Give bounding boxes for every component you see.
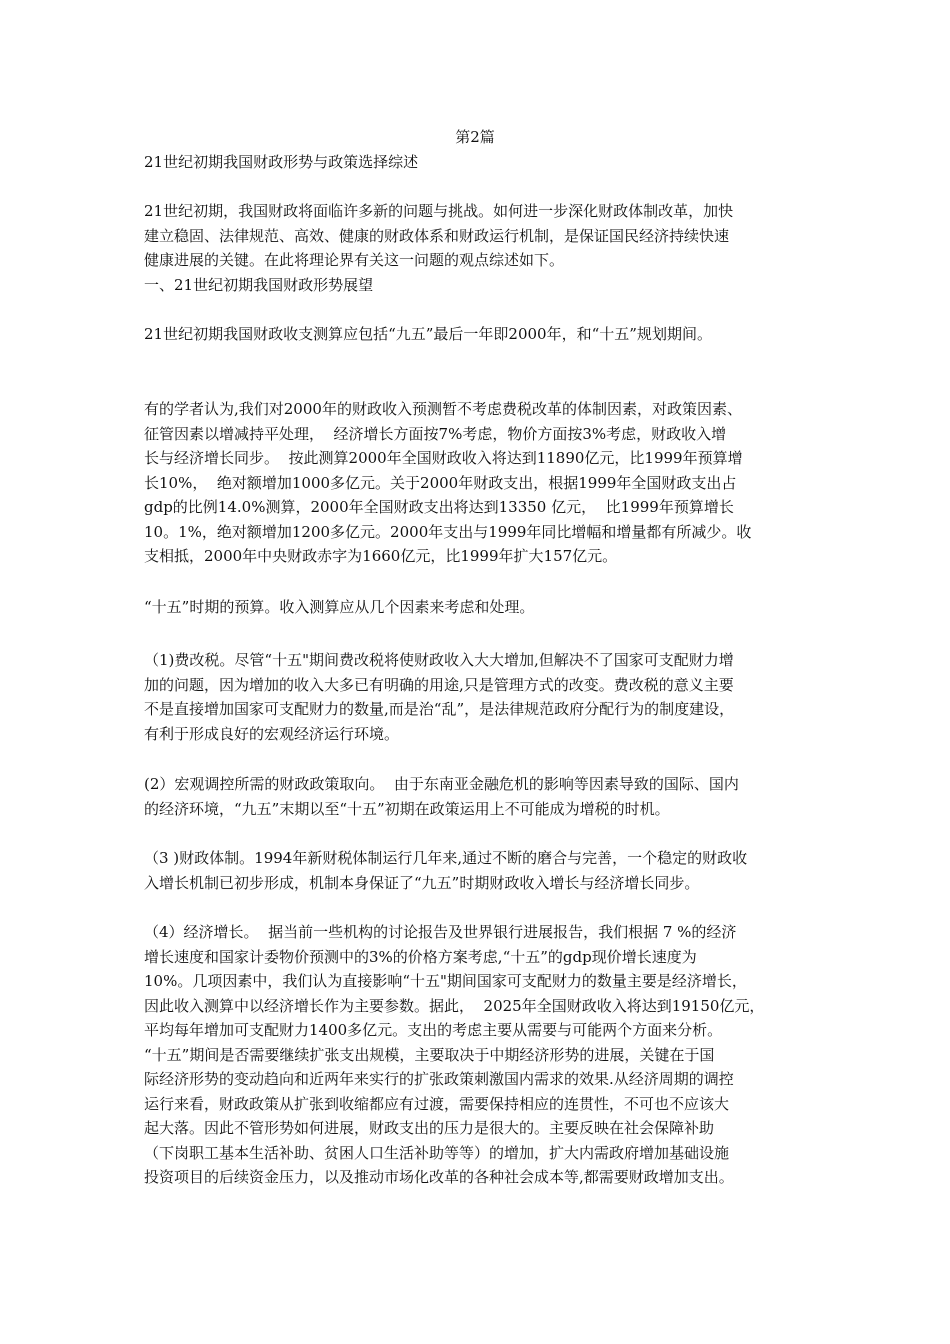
page-heading: 第2篇 bbox=[455, 128, 495, 146]
forecast-2000-paragraph: 有的学者认为,我们对2000年的财政收入预测暂不考虑费税改革的体制因素，对政策因素、 征管因素以增减持平处理， 经济增长方面按7%考虑，物价方面按3%考虑，财政收入增 长与经济增长同步。 按此测算2000年全国财政收入将达到11890亿元，比1999年预算增 长10%， 绝对额增加1000多亿元。关于2000年财政支出，根据1999年全国财政支出占 gdp的比例14.0%测算，2000年全国财政支出将达到13350 亿元， 比1999年预算增长 10。1%，绝对额增加1200多亿元。2000年支出与1999年同比增幅和增量都有所减少。收 支相抵，2000年中央财政赤字为1660亿元，比1999年扩大157亿元。 bbox=[144, 400, 752, 565]
section-heading: 一、21世纪初期我国财政形势展望 bbox=[144, 276, 374, 294]
document-title: 21世纪初期我国财政形势与政策选择综述 bbox=[144, 153, 419, 171]
factor-2-paragraph: (2）宏观调控所需的财政政策取向。 由于东南亚金融危机的影响等因素导致的国际、国内 的经济环境，“九五”末期以至“十五”初期在政策运用上不可能成为增税的时机。 bbox=[144, 775, 739, 818]
factor-3-paragraph: （3 )财政体制。1994年新财税体制运行几年来,通过不断的磨合与完善，一个稳定的财政收 入增长机制已初步形成，机制本身保证了“九五”时期财政收入增长与经济增长同步。 bbox=[144, 849, 748, 892]
factor-1-paragraph: （1)费改税。尽管“十五"期间费改税将使财政收入大大增加,但解决不了国家可支配财力增 加的问题，因为增加的收入大多已有明确的用途,只是管理方式的改变。费改税的意义主要 不是直接增加国家可支配财力的数量,而是治“乱”，是法律规范政府分配行为的制度建设， 有利于形成良好的宏观经济运行环境。 bbox=[144, 651, 735, 743]
budget-intro-paragraph: “十五”时期的预算。收入测算应从几个因素来考虑和处理。 bbox=[144, 598, 535, 616]
scope-paragraph: 21世纪初期我国财政收支测算应包括“九五”最后一年即2000年，和“十五”规划期间。 bbox=[144, 325, 712, 343]
intro-paragraph: 21世纪初期，我国财政将面临许多新的问题与挑战。如何进一步深化财政体制改革，加快 建立稳固、法律规范、高效、健康的财政体系和财政运行机制，是保证国民经济持续快速 健康进展的关键。在此将理论界有关这一问题的观点综述如下。 bbox=[144, 202, 734, 269]
factor-4-paragraph: （4）经济增长。 据当前一些机构的讨论报告及世界银行进展报告，我们根据 7 %的经济 增长速度和国家计委物价预测中的3%的价格方案考虑,“十五”的gdp现价增长速度为 10%。几项因素中，我们认为直接影响“十五"期间国家可支配财力的数量主要是经济增长， 因此收入测算中以经济增长作为主要参数。据此， 2025年全国财政收入将达到19150亿元， 平均每年增加可支配财力1400多亿元。支出的考虑主要从需要与可能两个方面来分析。 “十五”期间是否需要继续扩张支出规模，主要取决于中期经济形势的进展，关键在于国 际经济形势的变动趋向和近两年来实行的扩张政策刺激国内需求的效果.从经济周期的调控 运行来看，财政政策从扩张到收缩都应有过渡，需要保持相应的连贯性，不可也不应该大 起大落。因此不管形势如何进展，财政支出的压力是很大的。主要反映在社会保障补助 （下岗职工基本生活补助、贫困人口生活补助等等）的增加，扩大内需政府增加基础设施 投资项目的后续资金压力，以及推动市场化改革的各种社会成本等,都需要财政增加支出。 bbox=[144, 923, 765, 1186]
